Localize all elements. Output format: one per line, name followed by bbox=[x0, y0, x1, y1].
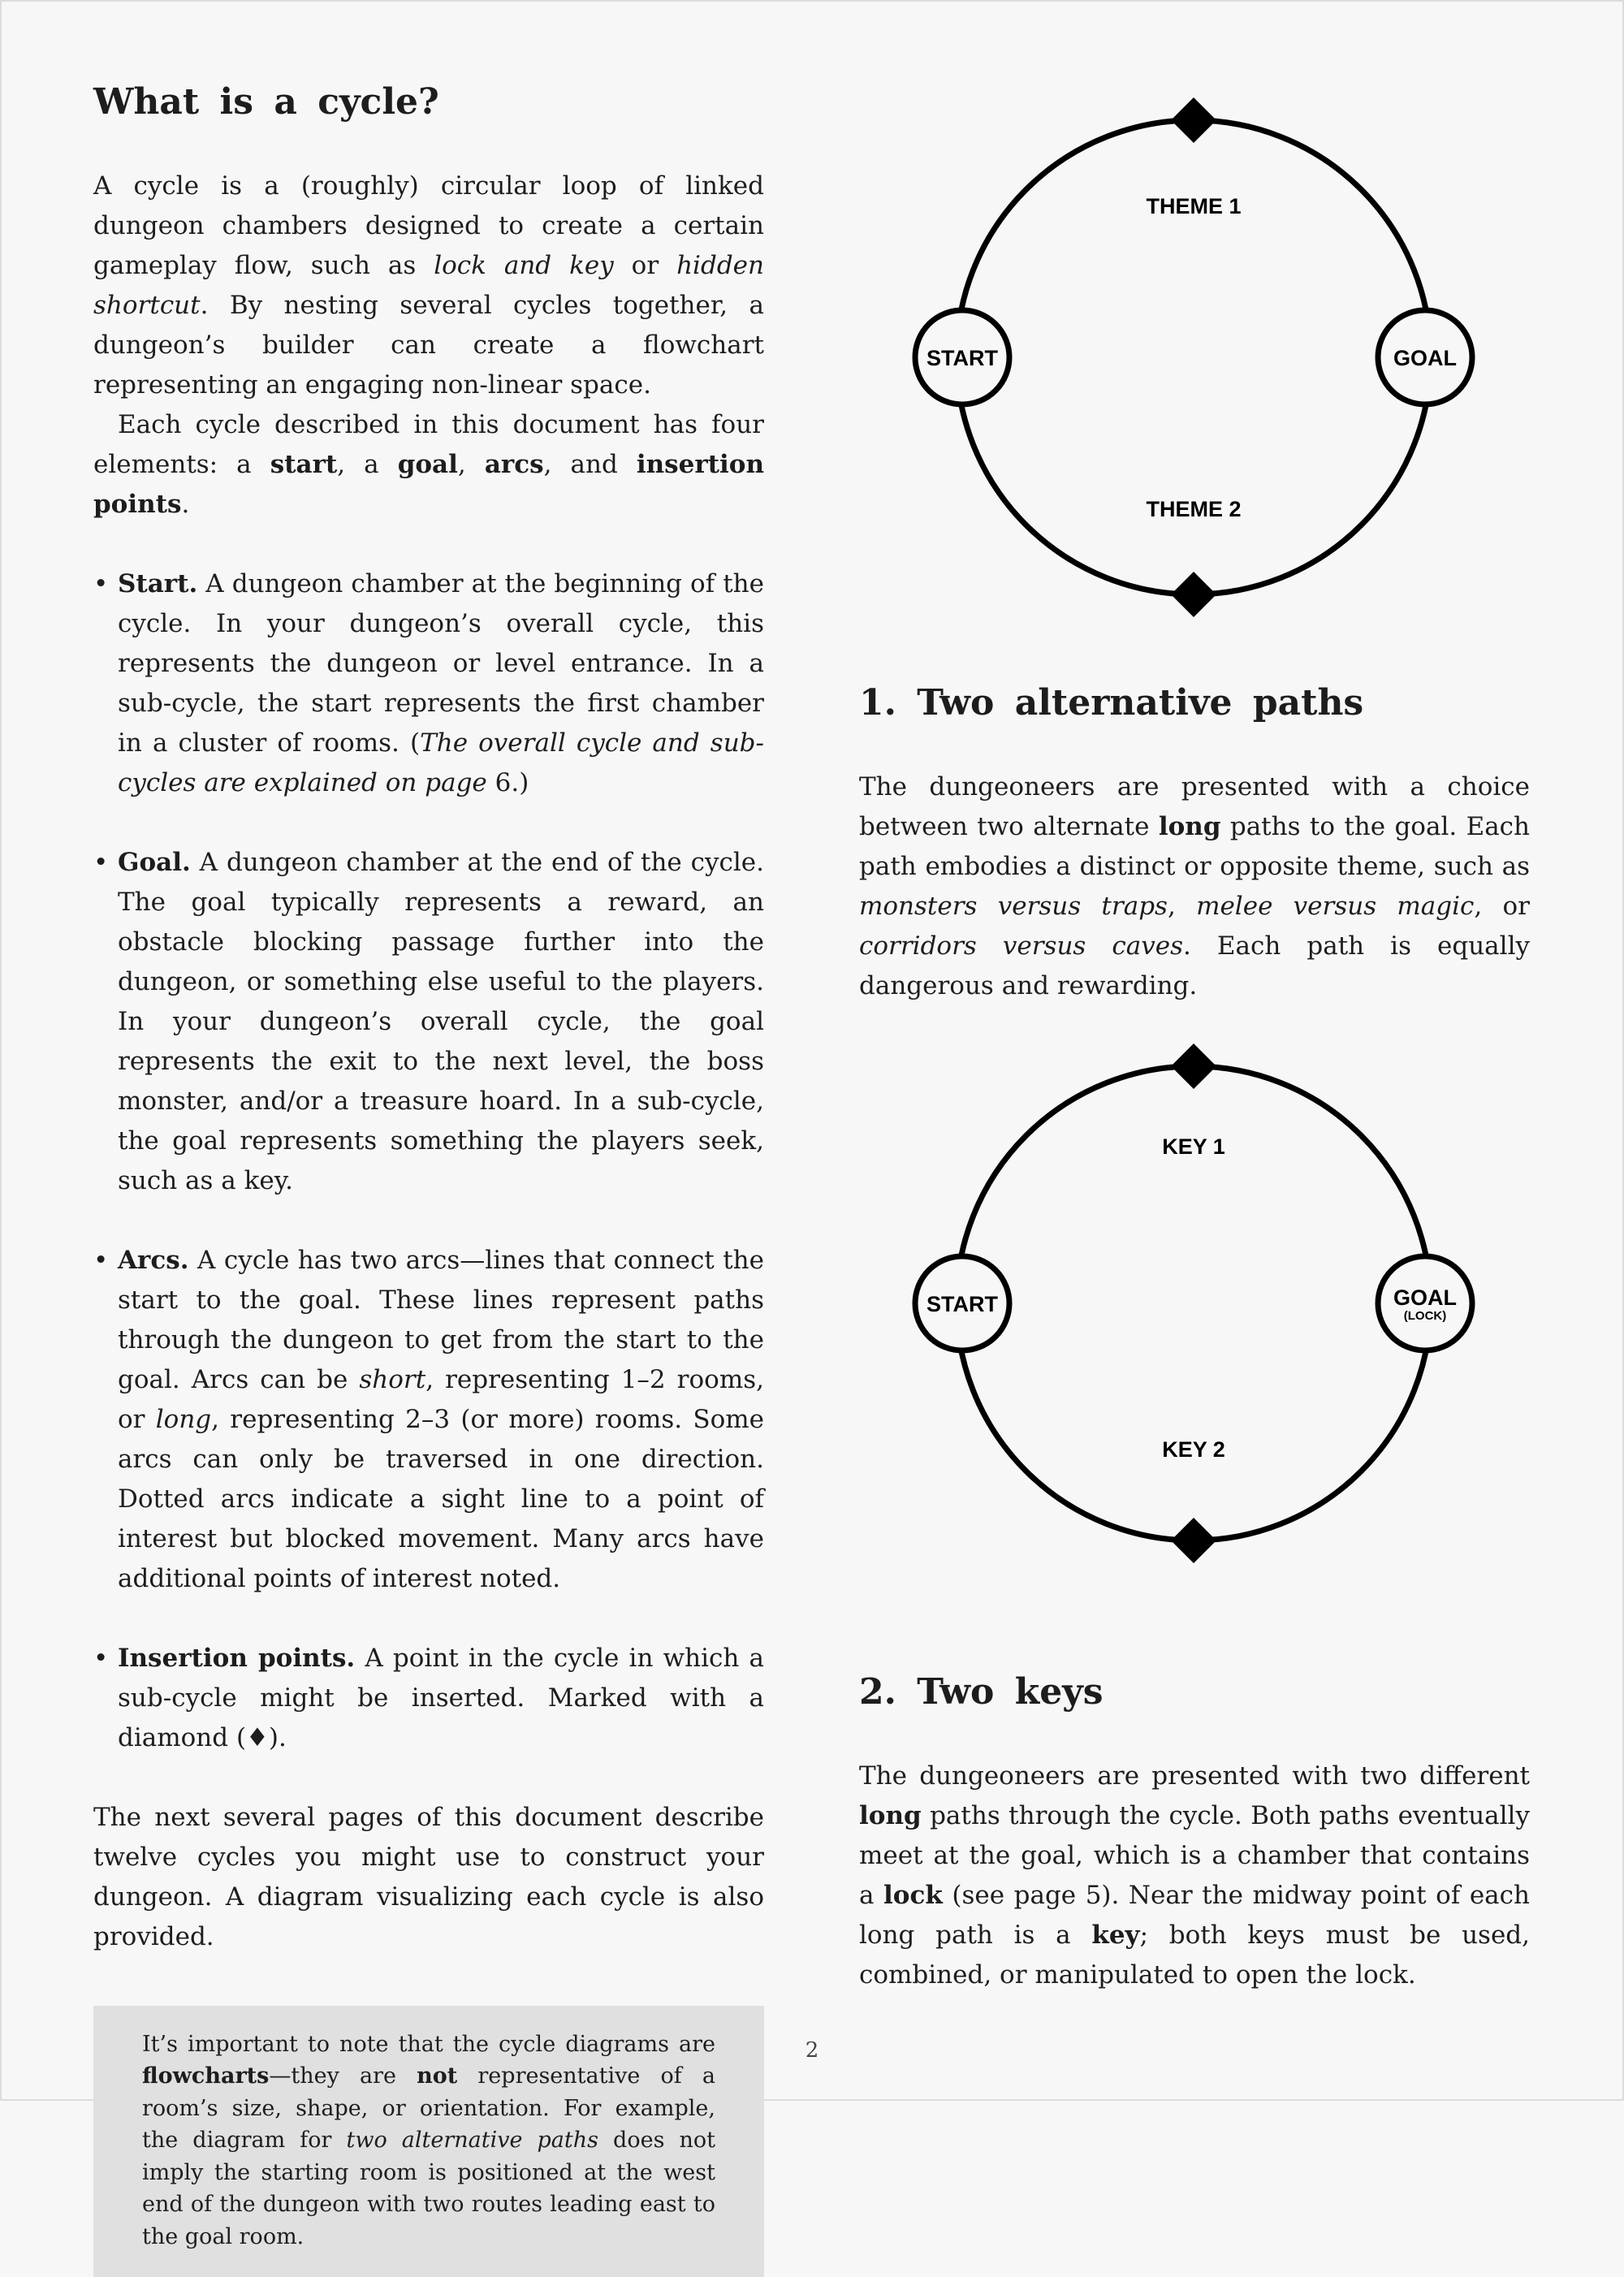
goal-sublabel: (LOCK) bbox=[1403, 1309, 1447, 1323]
section-title: 1. Two alternative paths bbox=[859, 682, 1364, 724]
goal-label: GOAL bbox=[1393, 1285, 1457, 1310]
section-text: The dungeoneers are presented with a choice between two alternate long paths to the goal. Each path embodies a distinct or opposite theme, such as monsters versus traps, melee versus magic, or corridors versus caves. Each path is equally dangerous and rewarding. bbox=[859, 771, 1531, 1000]
start-label: START bbox=[926, 1292, 998, 1316]
insertion-point-diamond-icon bbox=[1171, 97, 1216, 143]
cycle-loop bbox=[957, 120, 1431, 594]
elements-list bbox=[93, 564, 764, 1758]
section-text: The dungeoneers are presented with two different long paths through the cycle. Both paths eventually meet at the goal, which is a chamber that contains a lock (see page 5). Near the midway point of each long path is a key; both keys must be used, combined, or manipulated to open the lock. bbox=[859, 1761, 1530, 1990]
bullet: • bbox=[93, 1245, 109, 1275]
cycle-diagram-two-keys bbox=[859, 1027, 1530, 1579]
insertion-point-diamond-icon bbox=[1171, 1043, 1216, 1089]
closing-paragraph: The next several pages of this document describe twelve cycles you might use to construct your dungeon. A diagram visualizing each cycle is also provided. bbox=[93, 1802, 764, 1951]
path-label-top: KEY 1 bbox=[1162, 1134, 1225, 1159]
insertion-point-diamond-icon bbox=[1171, 572, 1216, 617]
section-two-keys bbox=[859, 1671, 1530, 1995]
goal-label: GOAL bbox=[1393, 346, 1457, 370]
bullet: • bbox=[93, 847, 109, 877]
start-label: START bbox=[926, 346, 998, 370]
page-number: 2 bbox=[805, 2038, 819, 2063]
bullet: • bbox=[93, 568, 109, 598]
intro-paragraph-2: Each cycle described in this document has four elements: a start, a goal, arcs, and insertion points. bbox=[93, 409, 764, 519]
bullet: • bbox=[93, 1643, 109, 1673]
note-text: It’s important to note that the cycle diagrams are flowcharts—they are not representative of a room’s size, shape, or orientation. For example, the diagram for two alternative paths does not imply the starting room is positioned at the west end of the dungeon with two routes leading east to the goal room. bbox=[142, 2031, 715, 2249]
list-item-goal: • Goal. A dungeon chamber at the end of the cycle. The goal typically represents a reward, an obstacle blocking passage further into the dungeon, or something else useful to the players. In your dungeon’s overall cycle, the goal represents the exit to the next level, the boss monster, and/or a treasure hoard. In a sub-cycle, the goal represents something the players seek, such as a key. bbox=[93, 843, 764, 1201]
page-heading: What is a cycle? bbox=[93, 81, 439, 123]
insertion-point-diamond-icon bbox=[1171, 1518, 1216, 1563]
list-item-arcs: • Arcs. A cycle has two arcs—lines that connect the start to the goal. These lines represent paths through the dungeon to get from the start to the goal. Arcs can be short, representing 1–2 rooms, or long, representing 2–3 (or more) rooms. Some arcs can only be traversed in one direction. Dotted arcs indicate a sight line to a point of interest but blocked movement. Many arcs have additional points of interest noted. bbox=[93, 1241, 764, 1599]
path-label-bottom: KEY 2 bbox=[1162, 1437, 1225, 1462]
path-label-top: THEME 1 bbox=[1146, 194, 1242, 218]
intro-paragraph-1: A cycle is a (roughly) circular loop of linked dungeon chambers designed to create a certain gameplay flow, such as lock and key or hidden shortcut. By nesting several cycles together, a dungeon’s builder can create a flowchart representing an engaging non-linear space. bbox=[93, 171, 764, 400]
list-item-start: • Start. A dungeon chamber at the beginning of the cycle. In your dungeon’s overall cycle, this represents the dungeon or level entrance. In a sub-cycle, the start represents the first chamber in a cluster of rooms. (The overall cycle and sub-cycles are explained on page 6.) bbox=[93, 564, 764, 803]
section-two-alternative-paths bbox=[859, 682, 1530, 1006]
path-label-bottom: THEME 2 bbox=[1146, 497, 1242, 521]
cycle-diagram-two-alternative-paths bbox=[859, 81, 1530, 633]
left-column bbox=[93, 81, 764, 2277]
list-item-insertion-points: • Insertion points. A point in the cycle in which a sub-cycle might be inserted. Marked with a diamond (♦). bbox=[93, 1639, 764, 1758]
section-title: 2. Two keys bbox=[859, 1671, 1104, 1713]
